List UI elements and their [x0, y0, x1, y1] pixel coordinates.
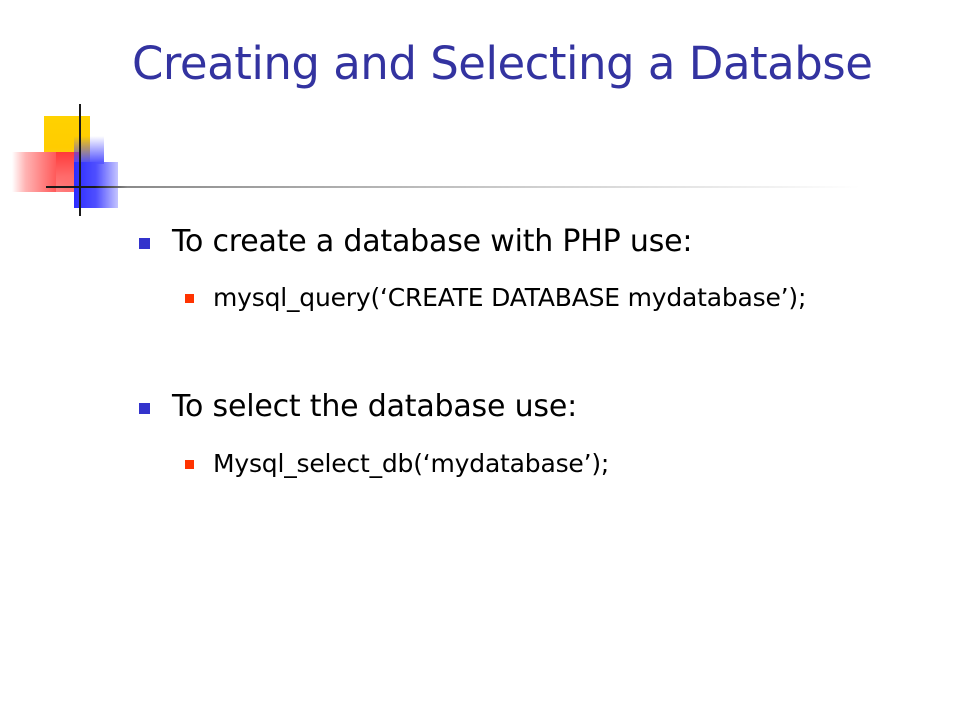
decorative-vertical-line [79, 104, 81, 216]
bullet-marker [139, 403, 150, 414]
sub-bullet-marker [185, 460, 194, 469]
sub-bullet-text: Mysql_select_db(‘mydatabase’); [213, 449, 610, 478]
bullet-text: To create a database with PHP use: [172, 224, 693, 259]
sub-bullet-marker [185, 294, 194, 303]
bullet-marker [139, 238, 150, 249]
title-underline [46, 186, 860, 188]
bullet-text: To select the database use: [172, 389, 577, 424]
slide-title: Creating and Selecting a Databse [132, 37, 873, 90]
sub-bullet-text: mysql_query(‘CREATE DATABASE mydatabase’); [213, 283, 807, 312]
